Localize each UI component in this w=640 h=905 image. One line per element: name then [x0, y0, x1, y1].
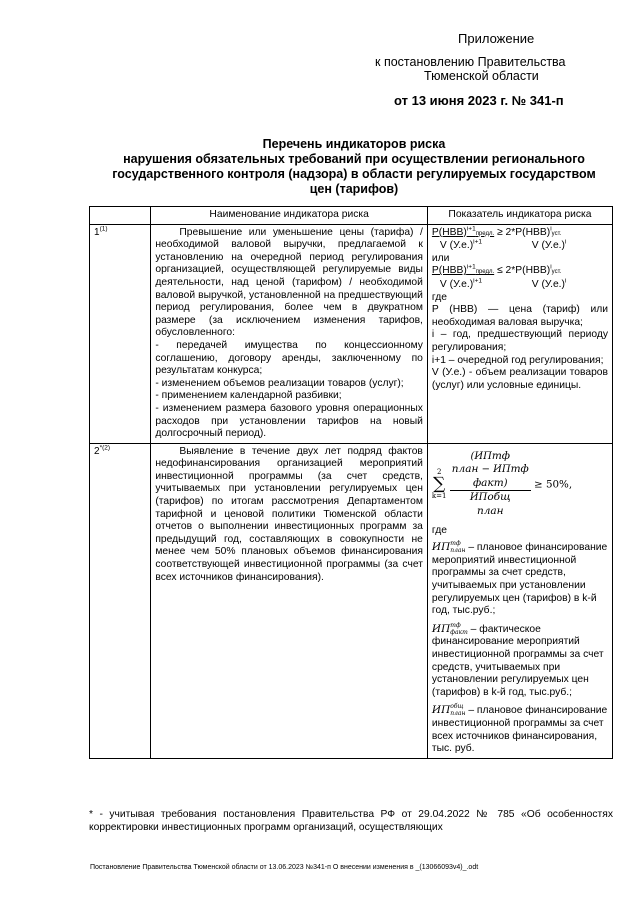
indicator-bullet: - изменением объемов реализации товаров (услуг); [155, 377, 404, 389]
indicator-value [427, 224, 612, 443]
page-footer: Постановление Правительства Тюменской области от 13.06.2023 №341-п О внесении изменения в _(13066093v4)_.odt [90, 864, 479, 871]
appendix-line2: Тюменской области [424, 69, 539, 83]
definition: V (У.е.) - объем реализации товаров (услуг) или условные единицы. [431, 367, 608, 391]
doc-title-line4: цен (тарифов) [309, 182, 399, 196]
appendix-line1: к постановлению Правительства [375, 55, 566, 69]
table-row [90, 443, 613, 758]
indicator-text: Превышение или уменьшение цены (тарифа) / необходимой валовой выручки, предлагаемой к установлению на очередной период регулирования организацией, осуществляющей регулируемые виды деятельности, над ценой (тарифом) / необходимой валовой выручкой, установленной на предшествующий период регулирования, более чем в двукратном размере (за исключением изменения тарифов, обусловленного: [155, 226, 423, 339]
term-definition: ИПтф факт – фактическое финансирование мероприятий инвестиционной программы за счет средств, учитываемых при установлении регулируемых цен (тарифов) в k-й год, тыс.руб.; [431, 621, 604, 698]
definition: i+1 – очередной год регулирования; [431, 354, 604, 366]
definition: i – год, предшествующий периоду регулирования; [431, 329, 608, 353]
doc-title-line3: государственного контроля (надзора) в области регулируемых государством [112, 167, 596, 181]
doc-title-line1: Перечень индикаторов риска [262, 137, 446, 151]
or-label: или [431, 252, 450, 264]
formula-investment: 2 ∑ k=1 (ИПтф план − ИПтф факт) ИПобщ план ≥ 50%, [431, 449, 573, 518]
where-label: где [431, 524, 447, 536]
header-num-cell [90, 207, 151, 225]
footnote: * - учитывая требования постановления Правительства РФ от 29.04.2022 № 785 «Об особенностях корректировки инвестиционных программ организаций, осуществляющих [89, 809, 613, 833]
indicator-bullet: - передачей имущества по концессионному соглашению, договору аренды, заключенному по результатам конкурса; [155, 339, 423, 377]
indicator-bullet: - применением календарной разбивки; [155, 390, 342, 402]
formula-1-denominator: V $(У.е.)^{i+1}$ V $(У.е.)^i$ [439, 238, 567, 252]
table-row [90, 224, 613, 443]
risk-indicator-table [89, 206, 613, 759]
formula-2-denominator: V $(У.е.)^{i+1}$ V $(У.е.)^i$ [439, 277, 567, 290]
formula-1: P(HBB)$^{i+1}$предл. ≥ 2*P(HBB)$^i$уст. [431, 225, 562, 238]
header-value-cell: Показатель индикатора риска [427, 207, 612, 225]
term-definition: ИПтф план – плановое финансирование мероприятий инвестиционной программы за счет средств, учитываемых при установлении регулируемых цен (тарифов) в k-й год, тыс.руб.; [431, 540, 608, 617]
row-number: 1$^{(1)}$ [90, 224, 151, 443]
table-header-row [90, 207, 613, 225]
indicator-name [151, 443, 428, 758]
formula-fraction: (ИПтф план − ИПтф факт) ИПобщ план [451, 449, 529, 518]
indicator-bullet: - изменением размера базового уровня операционных расходов при установлении тарифов на новый долгосрочный период). [155, 402, 423, 440]
resolution-date-number: от 13 июня 2023 г. № 341-п [394, 93, 564, 108]
indicator-value [427, 443, 612, 758]
indicator-name [151, 224, 428, 443]
indicator-text: Выявление в течение двух лет подряд фактов недофинансирования организацией мероприятий инвестиционной программы (за счет средств, учитываемых при установлении регулируемых цен (тарифов) по итогам рассмотрения Департаментом тарифной и ценовой политики Тюменской области отчетов о выполнении инвестиционных программ за предыдущий год, составляющих в совокупности не менее чем 50% плановых объемов финансирования соответствующей инвестиционной программы (за счет всех источников финансирования). [155, 445, 423, 583]
appendix-label: Приложение [458, 31, 535, 46]
term-definition: ИПобщ план – плановое финансирование инвестиционной программы за счет всех источников финансирования, тыс. руб. [431, 703, 608, 755]
sum-sign: 2 ∑ k=1 [431, 468, 447, 501]
row-number: 2$^{*(2)}$ [90, 443, 151, 758]
definition: P (HBB) — цена (тариф) или необходимая валовая выручка; [431, 304, 608, 328]
header-name-cell: Наименование индикатора риска [151, 207, 428, 225]
doc-title-line2: нарушения обязательных требований при осуществлении регионального [123, 152, 585, 166]
where-label: где [431, 291, 447, 303]
formula-2: P(HBB)$^{i+1}$предл. ≤ 2*P(HBB)$^i$уст. [431, 263, 562, 277]
